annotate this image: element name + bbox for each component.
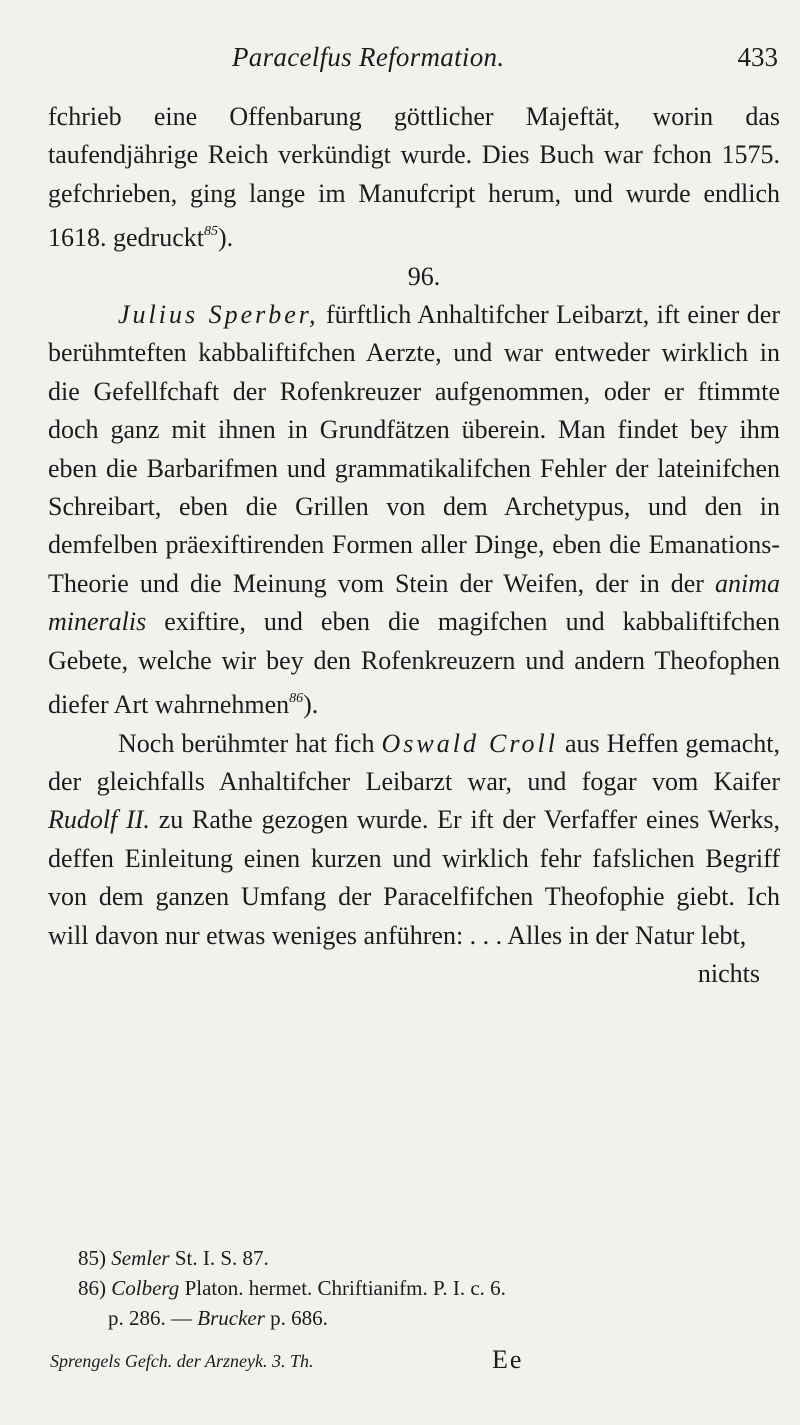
section-number: 96. bbox=[407, 261, 441, 291]
page-number: 433 bbox=[737, 42, 778, 72]
footnote-86 bbox=[78, 1273, 768, 1333]
footnotes bbox=[78, 1243, 768, 1333]
running-title: Paracelfus Reformation. bbox=[232, 42, 505, 72]
footnote-ref-86: 86 bbox=[289, 691, 304, 707]
footnote-author: Semler bbox=[111, 1246, 170, 1270]
footnote-85 bbox=[78, 1243, 768, 1273]
main-text bbox=[48, 98, 780, 993]
footnote-author: Colberg bbox=[111, 1276, 180, 1300]
paragraph-3 bbox=[48, 725, 780, 955]
paragraph-2-text-2: exiftire, und eben die magifchen und kabbaliftifchen Gebete, welche wir bey den Rofenkreuzern und andern Theofophen diefer Art wahrnehmen bbox=[48, 607, 780, 720]
paragraph-1 bbox=[48, 98, 780, 258]
footnote-ref-85: 85 bbox=[203, 224, 218, 240]
footnote-number: 85) bbox=[78, 1246, 106, 1270]
footnote-text: Platon. hermet. Chriftianifm. P. I. c. 6. bbox=[179, 1276, 506, 1300]
footnote-author-2: Brucker bbox=[197, 1306, 265, 1330]
footnote-text: St. I. S. 87. bbox=[169, 1246, 269, 1270]
footnote-cont-rest: p. 686. bbox=[264, 1306, 328, 1330]
paragraph-2-tail: ). bbox=[303, 690, 319, 720]
footnote-number: 86) bbox=[78, 1276, 106, 1300]
signature-title: Sprengels Gefch. der Arzneyk. 3. Th. bbox=[50, 1351, 314, 1371]
paragraph-3-text-2: aus Heffen gemacht, der gleichfalls Anhaltifcher Leibarzt war, und fogar vom Kaifer bbox=[48, 728, 780, 796]
person-name-croll: Oswald Croll bbox=[381, 728, 558, 758]
paragraph-3-text-3: zu Rathe gezogen wurde. Er ift der Verfaffer eines Werks, deffen Einleitung einen kurzen und wirklich fehr fafslichen Begriff von dem ganzen Umfang der Paracelfifchen Theofophie giebt. Ich will davon nur etwas weniges anführen: . . . Alles in der Natur lebt, bbox=[48, 805, 780, 950]
footnote-continuation bbox=[78, 1303, 768, 1333]
person-name-sperber: Julius Sperber, bbox=[118, 300, 319, 330]
latin-term: anima mineralis bbox=[48, 568, 780, 637]
paragraph-1-text: fchrieb eine Offenbarung göttlicher Majeftät, worin das taufendjährige Reich verkündigt wurde. Dies Buch war fchon 1575. gefchrieben, ging lange im Manufcript herum, und wurde endlich 1618. gedruckt bbox=[48, 102, 780, 253]
paragraph-1-tail: ). bbox=[217, 223, 234, 253]
paragraph-3-text-1: Noch berühmter hat fich bbox=[118, 728, 382, 758]
page-footer bbox=[50, 1345, 770, 1385]
catchword: nichts bbox=[697, 958, 760, 988]
page-header bbox=[0, 38, 800, 88]
paragraph-2 bbox=[48, 296, 780, 724]
signature-mark: Ee bbox=[492, 1345, 524, 1374]
paragraph-2-text-1: fürftlich Anhaltifcher Leibarzt, ift einer der berühmteften kabbaliftifchen Aerzte, und war entweder wirklich in die Gefellfchaft der Rofenkreuzer aufgenommen, oder er ftimmte doch ganz mit ihnen in Grundfätzen überein. Man findet bey ihm eben die Barbarifmen und grammatikalifchen Fehler der lateinifchen Schreibart, eben die Grillen von dem Archetypus, und den in demfelben präexiftirenden Formen aller Dinge, eben die Emanations-Theorie und die Meinung vom Stein der Weifen, der in der bbox=[48, 300, 780, 598]
person-name-rudolf: Rudolf II. bbox=[48, 805, 150, 835]
footnote-cont-prefix: p. 286. — bbox=[108, 1306, 198, 1330]
